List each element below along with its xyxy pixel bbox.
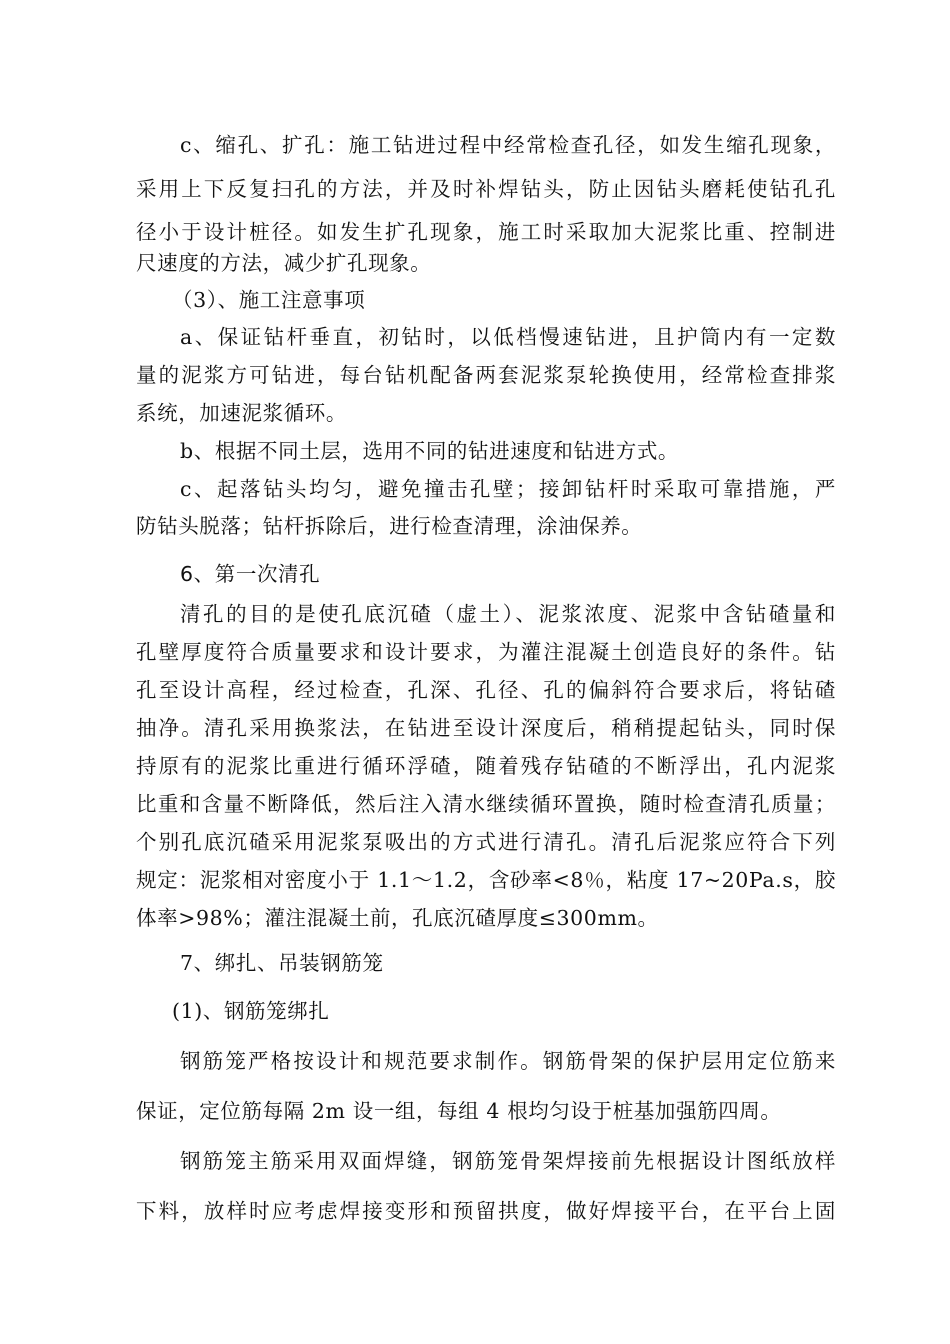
text-line: 系统，加速泥浆循环。	[136, 401, 347, 425]
text-line: a、保证钻杆垂直，初钻时，以低档慢速钻进，且护筒内有一定数	[180, 325, 836, 349]
text-line: 采用上下反复扫孔的方法，并及时补焊钻头，防止因钻头磨耗使钻孔孔	[136, 177, 836, 201]
section-heading: 7、绑扎、吊装钢筋笼	[180, 951, 384, 975]
text-line: 量的泥浆方可钻进，每台钻机配备两套泥浆泵轮换使用，经常检查排浆	[136, 363, 836, 387]
text-line: 径小于设计桩径。如发生扩孔现象，施工时采取加大泥浆比重、控制进	[136, 220, 836, 244]
text-line: 钢筋笼主筋采用双面焊缝，钢筋笼骨架焊接前先根据设计图纸放样	[180, 1149, 836, 1173]
text-line: 下料，放样时应考虑焊接变形和预留拱度，做好焊接平台，在平台上固	[136, 1199, 836, 1223]
text-line: 孔至设计高程，经过检查，孔深、孔径、孔的偏斜符合要求后，将钻碴	[136, 678, 836, 702]
text-line: 保证，定位筋每隔 2m 设一组，每组 4 根均匀设于桩基加强筋四周。	[136, 1099, 782, 1123]
text-line: 钢筋笼严格按设计和规范要求制作。钢筋骨架的保护层用定位筋来	[180, 1049, 836, 1073]
text-line: 孔壁厚度符合质量要求和设计要求，为灌注混凝土创造良好的条件。钻	[136, 640, 836, 664]
text-line: 尺速度的方法，减少扩孔现象。	[136, 251, 432, 275]
text-line: 规定：泥浆相对密度小于 1.1～1.2，含砂率<8％，粘度 17~20Pa.s，胶	[136, 868, 836, 892]
section-heading: 6、第一次清孔	[180, 562, 321, 586]
section-heading: （3）、施工注意事项	[172, 288, 366, 312]
text-line: 个别孔底沉碴采用泥浆泵吸出的方式进行清孔。清孔后泥浆应符合下列	[136, 830, 836, 854]
text-line: 清孔的目的是使孔底沉碴（虚土）、泥浆浓度、泥浆中含钻碴量和	[180, 602, 836, 626]
text-line: 体率>98%；灌注混凝土前，孔底沉碴厚度≤300mm。	[136, 906, 659, 930]
text-line: c、起落钻头均匀，避免撞击孔壁；接卸钻杆时采取可靠措施，严	[180, 477, 836, 501]
text-line: c、缩孔、扩孔：施工钻进过程中经常检查孔径，如发生缩孔现象，	[180, 133, 836, 157]
text-line: 抽净。清孔采用换浆法，在钻进至设计深度后，稍稍提起钻头，同时保	[136, 716, 836, 740]
section-heading: (1)、钢筋笼绑扎	[172, 999, 330, 1023]
text-line: 持原有的泥浆比重进行循环浮碴，随着残存钻碴的不断浮出，孔内泥浆	[136, 754, 836, 778]
text-line: b、根据不同土层，选用不同的钻进速度和钻进方式。	[180, 439, 680, 463]
text-line: 比重和含量不断降低，然后注入清水继续循环置换，随时检查清孔质量；	[136, 792, 836, 816]
text-line: 防钻头脱落；钻杆拆除后，进行检查清理，涂油保养。	[136, 514, 643, 538]
